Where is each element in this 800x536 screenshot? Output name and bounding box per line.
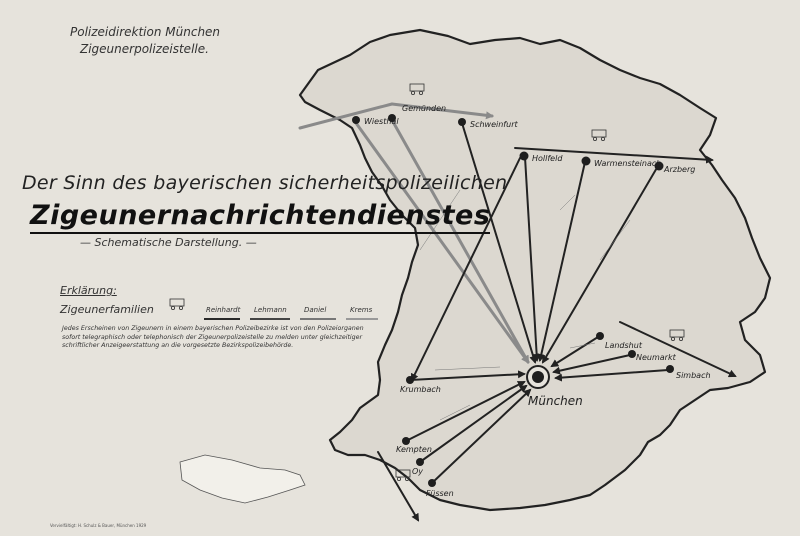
city-label-oy: Oy xyxy=(412,467,424,476)
city-dot-wiesthal xyxy=(352,116,360,124)
city-dot-warmensteinach xyxy=(582,157,591,166)
legend-family-krems: Krems xyxy=(350,306,373,314)
city-label-simbach: Simbach xyxy=(676,371,711,380)
city-dot-neumarkt xyxy=(628,350,636,358)
legend-family-reinhardt: Reinhardt xyxy=(206,306,241,314)
city-label-wiesthal: Wiesthal xyxy=(364,117,399,126)
city-dot-simbach xyxy=(666,365,674,373)
city-label-hollfeld: Hollfeld xyxy=(532,154,563,163)
header-authority: Polizeidirektion München xyxy=(70,25,221,39)
legend-explanation: Jedes Erscheinen von Zigeunern in einem bayerischen Polizeibezirke ist von den Polizeiorganen sofort telegraphisch oder telephonisch der Zigeunerpolizeistelle zu melden unter gleichzeitiger schriftlicher Anzeigeerstattung an die vorgesetzte Bezirkspolizeibehörde. xyxy=(62,325,364,350)
city-label-schweinfurt: Schweinfurt xyxy=(470,120,518,129)
city-label-kempten: Kempten xyxy=(396,445,432,454)
city-dot-kempten xyxy=(402,437,410,445)
caravan-icon xyxy=(170,299,184,310)
printer-credit: Vervielfältigt: H. Schulz & Bauer, München 1929 xyxy=(50,523,147,528)
city-label-neumarkt: Neumarkt xyxy=(636,353,676,362)
legend-family-daniel: Daniel xyxy=(304,306,327,314)
legend-family-lehmann: Lehmann xyxy=(254,306,287,314)
city-label-warmensteinach: Warmensteinach xyxy=(594,159,662,168)
city-dot-schweinfurt xyxy=(458,118,466,126)
muenchen-hub xyxy=(527,366,549,388)
lake-constance xyxy=(180,455,305,503)
bavaria-outline xyxy=(300,30,770,510)
city-label-krumbach: Krumbach xyxy=(400,385,441,394)
legend-row-label: Zigeunerfamilien xyxy=(60,303,154,316)
city-dot-fuessen xyxy=(428,479,436,487)
city-dot-krumbach xyxy=(406,376,414,384)
title-line-1: Der Sinn des bayerischen sicherheitspolizeilichen xyxy=(22,172,508,194)
city-label-landshut: Landshut xyxy=(605,341,642,350)
city-dot-landshut xyxy=(596,332,604,340)
city-label-gemuenden: Gemünden xyxy=(402,104,447,113)
city-label-fuessen: Füssen xyxy=(426,489,454,498)
city-dot-hollfeld xyxy=(520,152,529,161)
title-line-2: Zigeunernachrichtendienstes xyxy=(30,200,490,234)
city-label-arzberg: Arzberg xyxy=(664,165,696,174)
header-office: Zigeunerpolizeistelle. xyxy=(80,42,209,56)
city-dot-oy xyxy=(416,458,424,466)
city-label-muenchen: München xyxy=(528,394,583,408)
subtitle: — Schematische Darstellung. — xyxy=(80,236,257,249)
legend-heading: Erklärung: xyxy=(60,284,117,297)
